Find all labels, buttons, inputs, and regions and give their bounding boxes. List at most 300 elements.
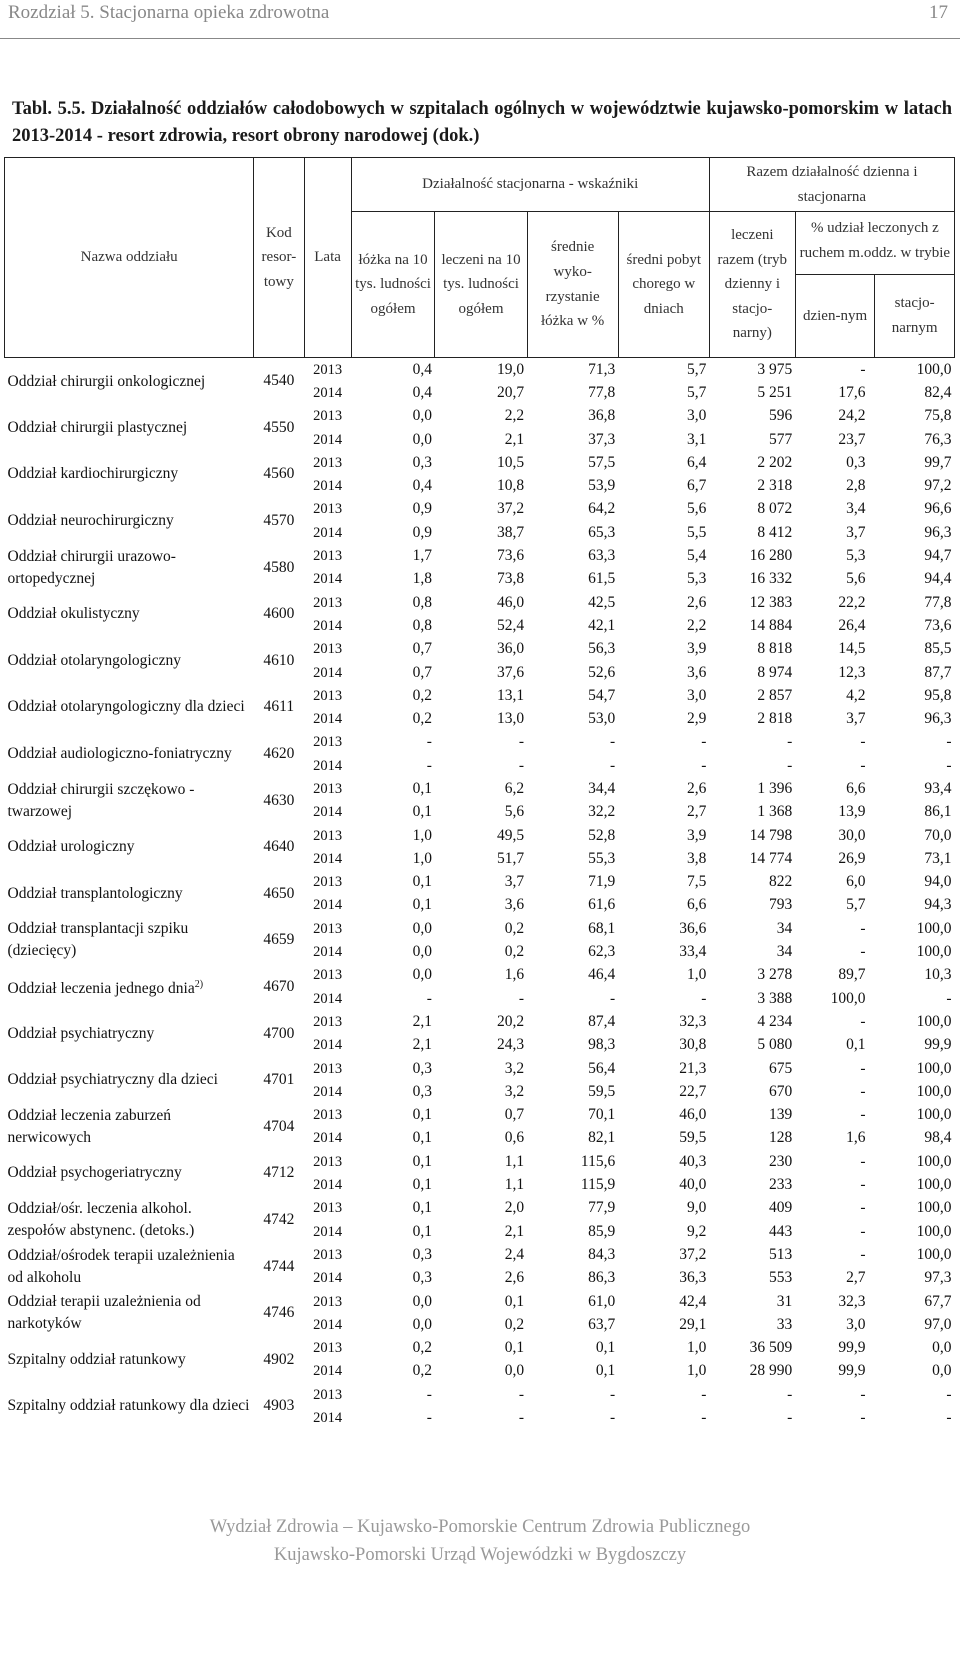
value-cell: 5,5 [686, 523, 707, 541]
value-cell: 100,0 [916, 1176, 952, 1194]
year-cell: 2013 [313, 687, 343, 704]
value-cell: - [426, 989, 432, 1007]
value-cell: 596 [768, 407, 793, 425]
year-cell: 2013 [313, 827, 343, 844]
value-cell: - [860, 756, 866, 774]
year-cell: 2013 [313, 1060, 343, 1077]
department-name-text: Oddział terapii uzależnienia od narkotyków [7, 1293, 201, 1333]
value-cell: - [518, 733, 525, 751]
value-cell: - [860, 1199, 866, 1217]
value-cell: 0,6 [504, 1129, 525, 1147]
value-cell: 1 368 [757, 803, 793, 821]
year-cell: 2014 [313, 1223, 343, 1240]
value-cell: 86,3 [588, 1269, 616, 1287]
value-cell: 2 202 [757, 453, 793, 471]
value-cell: 23,7 [838, 430, 866, 448]
department-code: 4580 [263, 558, 295, 576]
value-cell: 0,1 [504, 1339, 525, 1357]
value-cell: 100,0 [830, 989, 866, 1007]
department-name-text: Oddział psychogeriatryczny [7, 1164, 182, 1182]
value-cell: 28 990 [749, 1362, 793, 1380]
department-name [5, 1290, 254, 1337]
value-cell: 1 396 [757, 779, 793, 797]
value-cell: 0,0 [412, 430, 432, 448]
value-cell: 14 774 [749, 849, 793, 867]
department-name [5, 1057, 254, 1104]
value-cell: 5,3 [846, 547, 866, 565]
value-cell: 5,6 [686, 500, 707, 518]
year-cell: 2013 [313, 454, 343, 471]
value-cell: 33,4 [679, 943, 707, 961]
value-cell: 2,9 [686, 710, 707, 728]
value-cell: 2 818 [757, 710, 793, 728]
value-cell: 2,7 [686, 803, 707, 821]
department-name-text: Oddział neurochirurgiczny [7, 512, 174, 530]
value-cell: - [610, 1385, 616, 1403]
value-cell: 100,0 [916, 1059, 952, 1077]
value-cell: 9,2 [686, 1222, 707, 1240]
value-cell: 62,3 [588, 943, 616, 961]
department-name-text: Oddział/ośrodek terapii uzależnienia od alkoholu [7, 1246, 235, 1286]
value-cell: 94,4 [924, 570, 952, 588]
year-cell: 2014 [313, 1083, 343, 1100]
value-cell: 1,0 [412, 849, 432, 867]
value-cell: - [610, 733, 616, 751]
department-code: 4560 [263, 465, 295, 483]
footnote-marker: 2) [194, 978, 204, 990]
value-cell: 52,6 [588, 663, 616, 681]
value-cell: 82,4 [924, 383, 952, 401]
value-cell: 10,8 [496, 477, 525, 495]
value-cell: 115,9 [580, 1176, 616, 1194]
department-code: 4610 [263, 651, 295, 669]
department-name [5, 544, 254, 591]
department-name [5, 1336, 254, 1383]
department-name [5, 917, 254, 964]
value-cell: 97,3 [924, 1269, 952, 1287]
department-name-text: Oddział psychiatryczny [7, 1024, 155, 1042]
value-cell: - [860, 1385, 866, 1403]
year-cell: 2014 [313, 990, 343, 1007]
value-cell: 0,2 [412, 1362, 432, 1380]
value-cell: - [860, 1245, 866, 1263]
value-cell: 8 818 [757, 640, 793, 658]
value-cell: 37,2 [679, 1245, 707, 1263]
value-cell: 1,0 [412, 826, 432, 844]
value-cell: 99,9 [924, 1036, 952, 1054]
value-cell: 822 [768, 873, 793, 891]
value-cell: 0,1 [846, 1036, 866, 1054]
page-number: 17 [929, 2, 948, 23]
value-cell: 82,1 [588, 1129, 616, 1147]
value-cell: 84,3 [588, 1245, 616, 1263]
value-cell: 29,1 [679, 1315, 707, 1333]
value-cell: 94,3 [924, 896, 952, 914]
department-name [5, 591, 254, 638]
value-cell: - [426, 1409, 432, 1426]
value-cell: 577 [768, 430, 793, 448]
value-cell: 2,6 [686, 593, 707, 611]
value-cell: 0,0 [412, 919, 432, 937]
department-code: 4701 [263, 1071, 295, 1089]
value-cell: 2,2 [504, 407, 525, 425]
value-cell: 0,2 [504, 919, 525, 937]
value-cell: 77,9 [588, 1199, 616, 1217]
department-name [5, 731, 254, 778]
footer-line-1: Wydział Zdrowia – Kujawsko-Pomorskie Centrum Zdrowia Publicznego [209, 1517, 751, 1537]
value-cell: 5,7 [846, 896, 866, 914]
value-cell: 0,2 [504, 1315, 525, 1333]
value-cell: - [518, 756, 525, 774]
value-cell: 2 318 [757, 477, 793, 495]
department-name-text: Oddział psychiatryczny dla dzieci [7, 1071, 218, 1089]
department-code: 4746 [263, 1304, 295, 1322]
value-cell: 63,7 [588, 1315, 616, 1333]
data-table [4, 157, 955, 1430]
value-cell: 97,0 [924, 1315, 952, 1333]
value-cell: 0,7 [504, 1106, 525, 1124]
value-cell: 13,0 [496, 710, 525, 728]
year-cell: 2013 [313, 594, 343, 611]
header-day: dzien-nym [796, 275, 876, 357]
value-cell: 26,4 [838, 616, 866, 634]
department-name-text: Oddział/ośr. leczenia alkohol. zespołów abstynenc. (detoks.) [7, 1199, 195, 1239]
value-cell: 22,2 [838, 593, 866, 611]
table-row [5, 1243, 955, 1266]
value-cell: - [946, 989, 952, 1007]
value-cell: 77,8 [924, 593, 952, 611]
value-cell: 3,6 [504, 896, 525, 914]
header-year: Lata [304, 158, 351, 358]
value-cell: 3 975 [757, 360, 793, 378]
value-cell: 1,0 [686, 1339, 707, 1357]
year-cell: 2013 [313, 967, 343, 984]
value-cell: 99,9 [838, 1339, 866, 1357]
value-cell: 7,5 [686, 873, 707, 891]
value-cell: 33 [776, 1315, 793, 1333]
value-cell: 3,7 [504, 873, 525, 891]
department-code: 4600 [263, 605, 295, 623]
value-cell: 99,9 [838, 1362, 866, 1380]
value-cell: 0,7 [412, 640, 432, 658]
year-cell: 2014 [313, 431, 343, 448]
year-cell: 2014 [313, 804, 343, 821]
value-cell: 9,0 [686, 1199, 707, 1217]
value-cell: 32,3 [679, 1012, 707, 1030]
value-cell: 34 [776, 919, 793, 937]
value-cell: - [946, 1409, 952, 1426]
value-cell: 5,6 [504, 803, 525, 821]
year-cell: 2014 [313, 524, 343, 541]
value-cell: 6,0 [846, 873, 866, 891]
value-cell: 52,8 [588, 826, 616, 844]
year-cell: 2013 [313, 1293, 343, 1310]
value-cell: 0,3 [846, 453, 866, 471]
year-cell: 2014 [313, 1037, 343, 1054]
year-cell: 2013 [313, 1013, 343, 1030]
value-cell: 443 [768, 1222, 793, 1240]
header-beds: łóżka na 10 tys. ludności ogółem [351, 212, 435, 358]
value-cell: 0,4 [412, 477, 432, 495]
value-cell: 0,2 [412, 710, 432, 728]
value-cell: 0,1 [504, 1292, 525, 1310]
value-cell: 59,5 [588, 1082, 616, 1100]
value-cell: 46,4 [588, 966, 616, 984]
value-cell: 17,6 [838, 383, 866, 401]
value-cell: 115,6 [580, 1152, 616, 1170]
department-name [5, 1383, 254, 1430]
value-cell: 14,5 [838, 640, 866, 658]
department-name [5, 1010, 254, 1057]
value-cell: 89,7 [838, 966, 866, 984]
value-cell: 6,6 [846, 779, 866, 797]
value-cell: - [701, 989, 707, 1007]
value-cell: 0,0 [412, 943, 432, 961]
value-cell: 100,0 [916, 360, 952, 378]
header-name: Nazwa oddziału [5, 158, 254, 358]
table-title: Tabl. 5.5. Działalność oddziałów całodobowych w szpitalach ogólnych w województwie kujawsko-pomorskim w latach 2013-2014 - resort zdrowia, resort obrony narodowej (dok.) [12, 99, 952, 146]
value-cell: 0,0 [412, 966, 432, 984]
value-cell: 5,6 [846, 570, 866, 588]
value-cell: 0,8 [412, 616, 432, 634]
value-cell: 36 509 [749, 1339, 793, 1357]
value-cell: - [946, 756, 952, 774]
page-header [0, 0, 960, 39]
value-cell: 46,0 [679, 1106, 707, 1124]
department-name-text: Oddział transplantologiczny [7, 884, 183, 902]
value-cell: 19,0 [496, 360, 525, 378]
value-cell: 0,3 [412, 1059, 432, 1077]
department-name-text: Oddział leczenia zaburzeń nerwicowych [7, 1106, 172, 1146]
value-cell: 37,6 [496, 663, 525, 681]
value-cell: - [701, 1385, 707, 1403]
department-code: 4640 [263, 838, 295, 856]
value-cell: 4,2 [846, 686, 866, 704]
year-cell: 2014 [313, 1363, 343, 1380]
value-cell: 2,7 [846, 1269, 866, 1287]
table-row [5, 1150, 955, 1173]
value-cell: 0,4 [412, 360, 432, 378]
value-cell: - [787, 1385, 793, 1403]
value-cell: - [518, 1409, 525, 1426]
value-cell: 2,1 [412, 1036, 432, 1054]
value-cell: - [860, 1082, 866, 1100]
value-cell: 1,0 [686, 966, 707, 984]
value-cell: 3 388 [757, 989, 793, 1007]
value-cell: 10,5 [496, 453, 525, 471]
value-cell: 100,0 [916, 1199, 952, 1217]
table-body [5, 358, 955, 1430]
department-code: 4570 [263, 512, 295, 530]
value-cell: 67,7 [924, 1292, 952, 1310]
value-cell: - [946, 733, 952, 751]
value-cell: 0,9 [412, 500, 432, 518]
value-cell: 55,3 [588, 849, 616, 867]
department-name [5, 498, 254, 545]
year-cell: 2014 [313, 850, 343, 867]
value-cell: 32,2 [588, 803, 616, 821]
value-cell: 1,0 [686, 1362, 707, 1380]
department-code: 4700 [263, 1024, 295, 1042]
year-cell: 2013 [313, 1153, 343, 1170]
value-cell: 6,6 [686, 896, 707, 914]
table-row [5, 451, 955, 474]
value-cell: 94,7 [924, 547, 952, 565]
year-cell: 2014 [313, 1410, 343, 1426]
table-row [5, 1057, 955, 1080]
value-cell: 0,1 [412, 1129, 432, 1147]
table-header [5, 158, 955, 358]
table-row [5, 684, 955, 707]
year-cell: 2014 [313, 1316, 343, 1333]
value-cell: 42,5 [588, 593, 616, 611]
value-cell: 4 234 [757, 1012, 793, 1030]
value-cell: 3,8 [686, 849, 707, 867]
value-cell: 0,1 [412, 873, 432, 891]
value-cell: 1,6 [504, 966, 525, 984]
year-cell: 2013 [313, 641, 343, 658]
value-cell: 1,1 [504, 1176, 525, 1194]
value-cell: 3,0 [686, 407, 707, 425]
value-cell: 0,1 [412, 1152, 432, 1170]
value-cell: 53,9 [588, 477, 616, 495]
value-cell: 2,6 [504, 1269, 525, 1287]
value-cell: 40,0 [679, 1176, 707, 1194]
value-cell: - [860, 1176, 866, 1194]
value-cell: 53,0 [588, 710, 616, 728]
value-cell: 16 332 [749, 570, 793, 588]
year-cell: 2013 [313, 920, 343, 937]
value-cell: 8 072 [757, 500, 793, 518]
year-cell: 2014 [313, 757, 343, 774]
value-cell: 2,1 [504, 1222, 525, 1240]
department-name [5, 358, 254, 405]
table-row [5, 1197, 955, 1220]
year-cell: 2013 [313, 501, 343, 518]
value-cell: 0,1 [595, 1362, 616, 1380]
header-stay: średni pobyt chorego w dniach [618, 212, 709, 358]
department-code: 4742 [263, 1210, 295, 1228]
value-cell: 36,3 [679, 1269, 707, 1287]
value-cell: - [860, 360, 866, 378]
value-cell: 97,2 [924, 477, 952, 495]
value-cell: - [426, 756, 432, 774]
year-cell: 2013 [313, 361, 343, 378]
department-name-text: Oddział chirurgii onkologicznej [7, 373, 206, 391]
header-share [795, 212, 954, 358]
value-cell: 6,7 [686, 477, 707, 495]
value-cell: 37,3 [588, 430, 616, 448]
table-row [5, 498, 955, 521]
value-cell: 52,4 [496, 616, 525, 634]
value-cell: 14 884 [749, 616, 793, 634]
table-row [5, 1336, 955, 1359]
value-cell: 0,1 [412, 1106, 432, 1124]
value-cell: 0,9 [412, 523, 432, 541]
value-cell: 77,8 [588, 383, 616, 401]
value-cell: - [946, 1385, 952, 1403]
value-cell: - [860, 1409, 866, 1426]
value-cell: 139 [768, 1106, 793, 1124]
department-code: 4550 [263, 418, 295, 436]
value-cell: - [518, 1385, 525, 1403]
value-cell: 100,0 [916, 919, 952, 937]
value-cell: 95,8 [924, 686, 952, 704]
value-cell: - [610, 1409, 616, 1426]
value-cell: 96,3 [924, 523, 952, 541]
value-cell: 51,7 [496, 849, 525, 867]
value-cell: - [787, 756, 793, 774]
value-cell: 21,3 [679, 1059, 707, 1077]
value-cell: - [518, 989, 525, 1007]
value-cell: 1,8 [412, 570, 432, 588]
table-row [5, 824, 955, 847]
value-cell: 8 412 [757, 523, 793, 541]
value-cell: 128 [768, 1129, 793, 1147]
value-cell: 100,0 [916, 1152, 952, 1170]
value-cell: 63,3 [588, 547, 616, 565]
value-cell: 96,3 [924, 710, 952, 728]
value-cell: 68,1 [588, 919, 616, 937]
value-cell: 675 [768, 1059, 793, 1077]
value-cell: 30,8 [679, 1036, 707, 1054]
year-cell: 2013 [313, 1386, 343, 1403]
value-cell: 3,9 [686, 640, 707, 658]
year-cell: 2013 [313, 548, 343, 565]
value-cell: - [860, 1106, 866, 1124]
year-cell: 2014 [313, 571, 343, 588]
value-cell: 2,6 [686, 779, 707, 797]
year-cell: 2013 [313, 874, 343, 891]
value-cell: 0,3 [412, 1245, 432, 1263]
year-cell: 2014 [313, 1177, 343, 1194]
value-cell: 2,0 [504, 1199, 525, 1217]
value-cell: 22,7 [679, 1082, 707, 1100]
value-cell: 10,3 [924, 966, 952, 984]
value-cell: 8 974 [757, 663, 793, 681]
department-code: 4620 [263, 745, 295, 763]
year-cell: 2014 [313, 1130, 343, 1147]
value-cell: 13,1 [496, 686, 525, 704]
value-cell: 1,1 [504, 1152, 525, 1170]
value-cell: 3,4 [846, 500, 866, 518]
value-cell: 100,0 [916, 943, 952, 961]
value-cell: 230 [768, 1152, 793, 1170]
value-cell: 26,9 [838, 849, 866, 867]
department-name-text: Oddział kardiochirurgiczny [7, 465, 179, 483]
value-cell: 30,0 [838, 826, 866, 844]
table-row [5, 638, 955, 661]
value-cell: 0,2 [504, 943, 525, 961]
header-utilization: średnie wyko-rzystanie łóżka w % [527, 212, 618, 358]
department-name [5, 1104, 254, 1151]
department-name-text: Oddział okulistyczny [7, 605, 140, 623]
value-cell: 3,0 [846, 1315, 866, 1333]
value-cell: 87,7 [924, 663, 952, 681]
year-cell: 2013 [313, 1340, 343, 1357]
value-cell: 20,2 [496, 1012, 525, 1030]
value-cell: - [701, 756, 707, 774]
value-cell: 793 [768, 896, 793, 914]
department-name [5, 1197, 254, 1244]
year-cell: 2014 [313, 617, 343, 634]
year-cell: 2014 [313, 711, 343, 728]
value-cell: 13,9 [838, 803, 866, 821]
value-cell: 3,2 [504, 1082, 525, 1100]
value-cell: 100,0 [916, 1082, 952, 1100]
value-cell: 16 280 [749, 547, 793, 565]
value-cell: 0,0 [412, 1315, 432, 1333]
